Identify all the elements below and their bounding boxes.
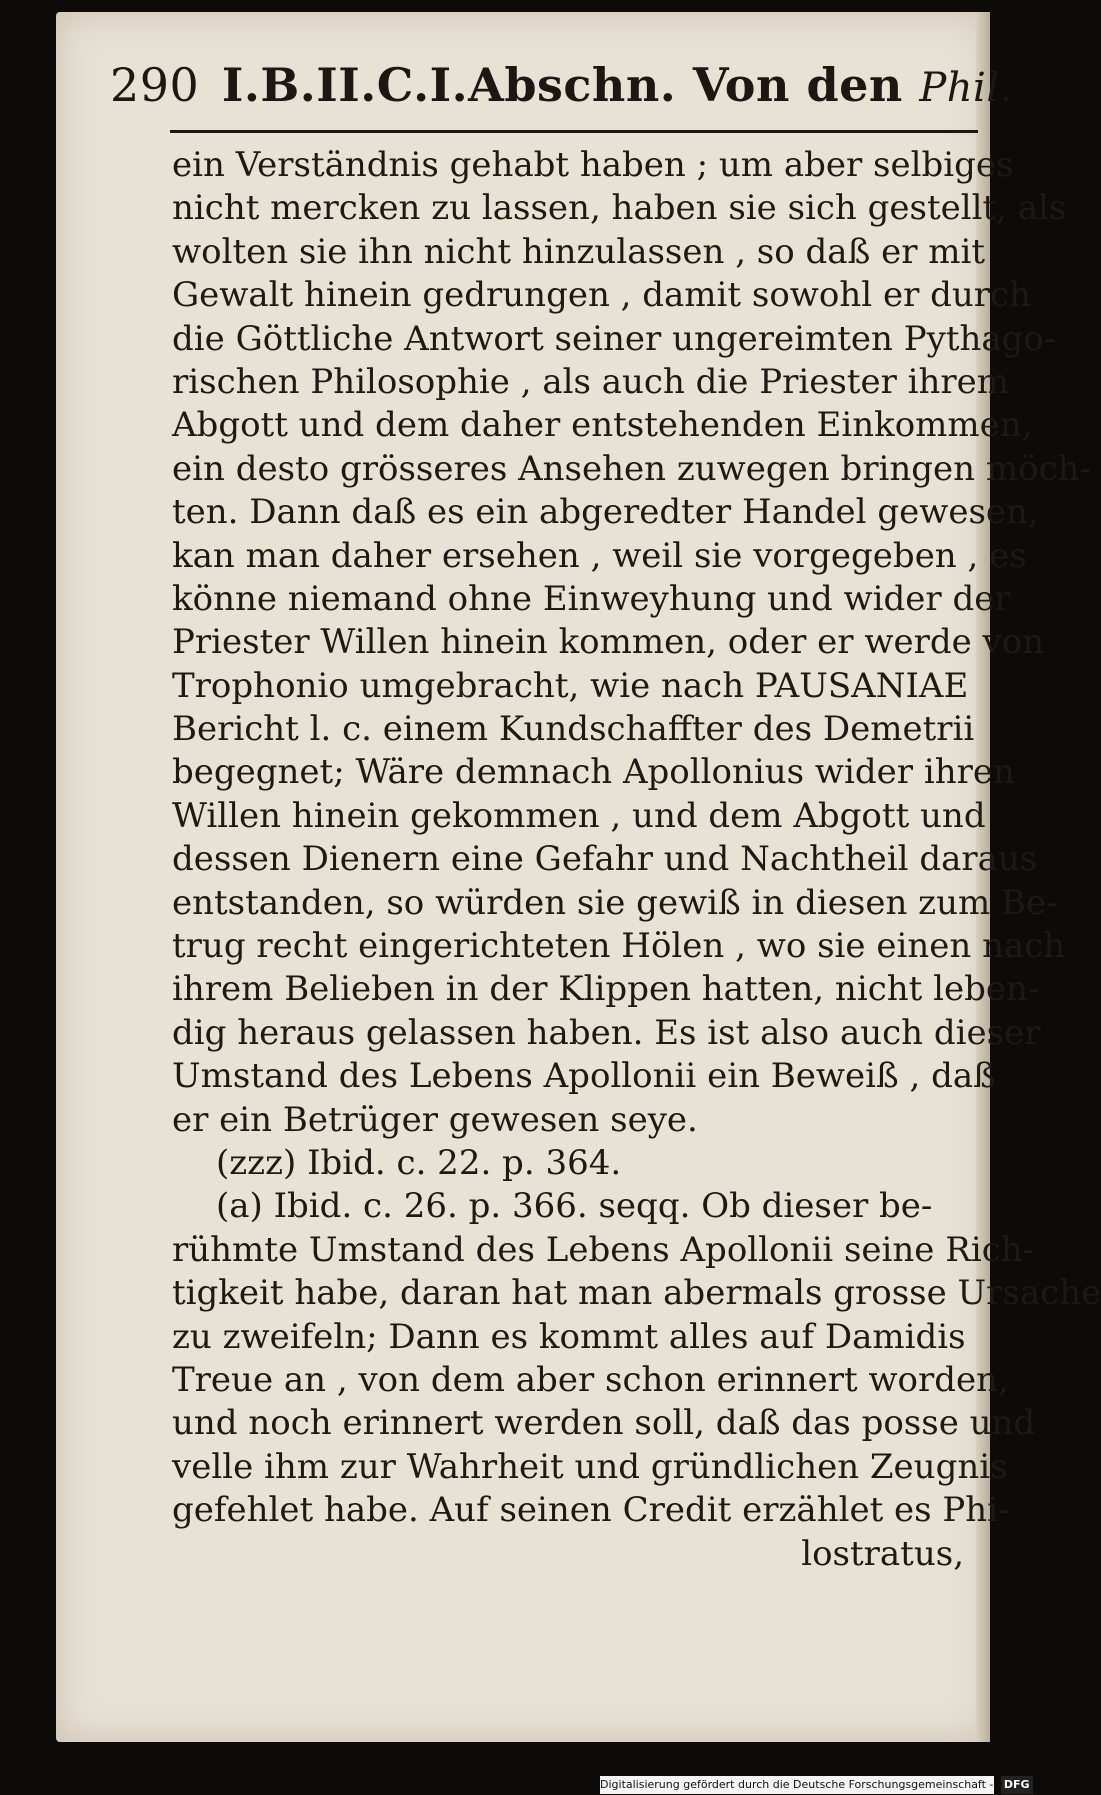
dfg-logo: DFG xyxy=(1001,1776,1033,1794)
footnote-line: Treue an , von dem aber schon erinnert worden, xyxy=(172,1359,1009,1400)
footnote-line: velle ihm zur Wahrheit und gründlichen Zeugnis xyxy=(172,1446,1008,1487)
text-line: Abgott und dem daher entstehenden Einkommen, xyxy=(172,405,1033,446)
text-line: Priester Willen hinein kommen, oder er werde von xyxy=(172,622,1045,663)
body-text xyxy=(172,144,1101,1576)
text-line: rischen Philosophie , als auch die Priester ihrem xyxy=(172,361,1010,402)
footnote-line: und noch erinnert werden soll, daß das posse und xyxy=(172,1403,1036,1444)
page-number: 290 xyxy=(110,58,200,112)
text-line: ihrem Belieben in der Klippen hatten, nicht leben- xyxy=(172,969,1040,1010)
header-rule xyxy=(170,130,978,133)
footnote-line: tigkeit habe, daran hat man abermals grosse Ursache xyxy=(172,1273,1101,1314)
text-line: wolten sie ihn nicht hinzulassen , so daß er mit xyxy=(172,231,986,272)
credit-text: Digitalisierung gefördert durch die Deutsche Forschungsgemeinschaft - xyxy=(600,1778,994,1791)
text-line: Willen hinein gekommen , und dem Abgott und xyxy=(172,795,986,836)
running-title: I.B.II.C.I.Abschn. Von den xyxy=(221,58,903,112)
text-line: Trophonio umgebracht, wie nach PAUSANIAE xyxy=(172,665,969,706)
text-line: begegnet; Wäre demnach Apollonius wider ihren xyxy=(172,752,1015,793)
footnote-line: rühmte Umstand des Lebens Apollonii seine Rich- xyxy=(172,1229,1035,1270)
page-header xyxy=(110,58,1013,128)
text-line: Bericht l. c. einem Kundschaffter des Demetrii xyxy=(172,709,975,750)
footnote-line: gefehlet habe. Auf seinen Credit erzählet es Phi- xyxy=(172,1490,1010,1531)
text-line: kan man daher ersehen , weil sie vorgegeben , es xyxy=(172,535,1027,576)
text-line: könne niemand ohne Einweyhung und wider der xyxy=(172,578,1011,619)
text-line: entstanden, so würden sie gewiß in diesen zum Be- xyxy=(172,882,1058,923)
text-line: ein Verständnis gehabt haben ; um aber selbiges xyxy=(172,145,1014,185)
text-line: trug recht eingerichteten Hölen , wo sie einen nach xyxy=(172,926,1066,967)
text-line: Gewalt hinein gedrungen , damit sowohl er durch xyxy=(172,275,1031,316)
text-line: Umstand des Lebens Apollonii ein Beweiß , daß xyxy=(172,1056,996,1097)
footnote-line: zu zweifeln; Dann es kommt alles auf Damidis xyxy=(172,1316,966,1357)
catchword: lostratus, xyxy=(801,1533,964,1574)
text-line: dessen Dienern eine Gefahr und Nachtheil daraus xyxy=(172,839,1038,880)
text-line: ein desto grösseres Ansehen zuwegen bringen möch- xyxy=(172,448,1091,489)
text-line: die Göttliche Antwort seiner ungereimten Pythago- xyxy=(172,318,1056,359)
running-title-short: Phil. xyxy=(919,65,1013,111)
footnote-line: (a) Ibid. c. 26. p. 366. seqq. Ob dieser be- xyxy=(216,1186,933,1227)
text-line: er ein Betrüger gewesen seye. xyxy=(172,1099,698,1140)
footnote-line: (zzz) Ibid. c. 22. p. 364. xyxy=(216,1142,622,1183)
digitization-credit xyxy=(600,1776,1030,1794)
text-line: ten. Dann daß es ein abgeredter Handel gewesen, xyxy=(172,492,1039,533)
text-line: dig heraus gelassen haben. Es ist also auch dieser xyxy=(172,1012,1041,1053)
text-line: nicht mercken zu lassen, haben sie sich gestellt, als xyxy=(172,188,1067,229)
